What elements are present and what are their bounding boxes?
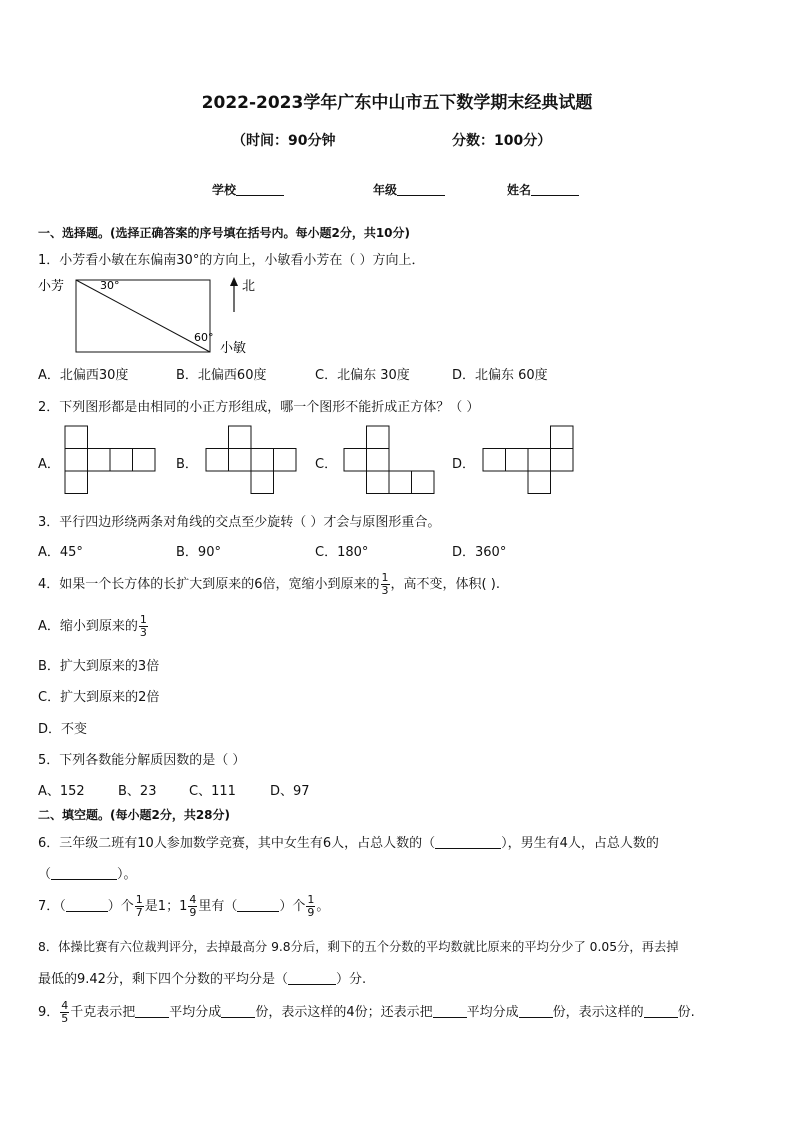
q3-option-b[interactable]: B．90° (176, 545, 221, 560)
q3-option-a[interactable]: A．45° (38, 545, 83, 560)
q2-option-a[interactable]: A． (38, 457, 60, 472)
q1-option-c[interactable]: C．北偏东 30度 (315, 368, 410, 383)
name-label: 姓名 (507, 183, 532, 197)
q6-blank-1[interactable] (435, 836, 501, 849)
q1-option-d[interactable]: D．北偏东 60度 (452, 368, 548, 383)
angle-30-label: 30° (100, 279, 120, 292)
q5-option-b[interactable]: B、23 (118, 784, 157, 799)
q7-fraction-4-9: $\frac{4}{9}$ (189, 893, 197, 919)
question-3: 3．平行四边形绕两条对角线的交点至少旋转（ ）才会与原图形重合。 (38, 515, 441, 530)
diagonal-line (76, 280, 210, 352)
xiaomin-label: 小敏 (220, 341, 247, 356)
q3-option-d[interactable]: D．360° (452, 545, 507, 560)
section-heading-fill: 二、填空题。(每小题2分，共28分) (38, 808, 231, 822)
question-9: 9． $\frac{4}{5}$ 千克表示把 平均分成 份，表示这样的4份；还表示把 平均分成 份，表示这样的 份. (38, 999, 695, 1025)
q9-blank-4[interactable] (519, 1005, 553, 1018)
exam-score: 分数：100分） (452, 133, 552, 149)
school-field (212, 181, 284, 198)
q5-option-d[interactable]: D、97 (270, 784, 310, 799)
q7-blank-1[interactable] (66, 899, 108, 912)
q4-fraction: $\frac{1}{3}$ (381, 571, 389, 597)
question-2: 2．下列图形都是由相同的小正方形组成，哪一个图形不能折成正方体？（ ） (38, 400, 480, 415)
north-arrow-icon (230, 277, 238, 286)
question-7: 7．（ ）个 $\frac{1}{7}$ 是1；1 $\frac{4}{9}$ 里有（ ）个 $\frac{1}{9}$ 。 (38, 893, 330, 919)
q2-option-d[interactable]: D． (452, 457, 476, 472)
name-blank[interactable] (531, 183, 579, 196)
question-4 (38, 570, 500, 600)
q4-option-a-fraction: $\frac{1}{3}$ (139, 613, 147, 639)
question-8: 8．体操比赛有六位裁判评分，去掉最高分 9.8分后，剩下的五个分数的平均数就比原来的平均分少了 0.05分，再去掉 (38, 940, 679, 954)
q5-option-a[interactable]: A、152 (38, 784, 85, 799)
question-8-line2: 最低的9.42分，剩下四个分数的平均分是（ ）分. (38, 972, 367, 987)
name-field (507, 181, 579, 198)
q1-direction-figure (36, 272, 266, 362)
grade-blank[interactable] (397, 183, 445, 196)
q4-option-d[interactable]: D．不变 (38, 722, 88, 737)
q7-blank-2[interactable] (237, 899, 279, 912)
q4-option-c[interactable]: C．扩大到原来的2倍 (38, 690, 160, 705)
school-label: 学校 (212, 183, 237, 197)
school-blank[interactable] (236, 183, 284, 196)
grade-label: 年级 (373, 183, 398, 197)
q3-option-c[interactable]: C．180° (315, 545, 369, 560)
question-6: 6．三年级二班有10人参加数学竞赛，其中女生有6人，占总人数的（ ），男生有4人，占总人数的 (38, 836, 659, 851)
q5-option-c[interactable]: C、111 (189, 784, 236, 799)
q2-option-c[interactable]: C． (315, 457, 338, 472)
q2-net-a (64, 425, 158, 497)
exam-time: （时间：90分钟 (232, 133, 336, 149)
angle-60-label: 60° (194, 331, 214, 344)
north-label: 北 (242, 279, 256, 294)
q7-fraction-1-9: $\frac{1}{9}$ (307, 893, 315, 919)
q9-blank-2[interactable] (221, 1005, 255, 1018)
xiaofang-label: 小芳 (38, 279, 65, 294)
grade-field (373, 181, 445, 198)
q8-blank[interactable] (288, 972, 336, 985)
q9-blank-5[interactable] (644, 1005, 678, 1018)
question-5: 5．下列各数能分解质因数的是（ ） (38, 753, 246, 768)
q2-net-b (205, 425, 299, 497)
q9-fraction-4-5: $\frac{4}{5}$ (61, 999, 69, 1025)
q4-option-a[interactable]: A．缩小到原来的 $\frac{1}{3}$ (38, 613, 147, 639)
q9-blank-3[interactable] (433, 1005, 467, 1018)
q4-option-b[interactable]: B．扩大到原来的3倍 (38, 659, 160, 674)
q7-fraction-1-7: $\frac{1}{7}$ (135, 893, 143, 919)
page-title: 2022-2023学年广东中山市五下数学期末经典试题 (201, 93, 593, 113)
q9-blank-1[interactable] (135, 1005, 169, 1018)
q4-text-b: ，高不变，体积( ). (390, 577, 500, 592)
question-6-line2: （ ）。 (38, 867, 137, 882)
question-1: 1．小芳看小敏在东偏南30°的方向上，小敏看小芳在（ ）方向上． (38, 253, 425, 268)
q4-text-a: 4．如果一个长方体的长扩大到原来的6倍，宽缩小到原来的 (38, 577, 380, 592)
q2-net-c (343, 425, 437, 497)
section-heading-choice: 一、选择题。(选择正确答案的序号填在括号内。每小题2分，共10分) (38, 226, 411, 240)
q1-option-a[interactable]: A．北偏西30度 (38, 368, 129, 383)
q1-option-b[interactable]: B．北偏西60度 (176, 368, 267, 383)
q2-net-d (482, 425, 576, 497)
q6-blank-2[interactable] (51, 867, 117, 880)
q2-option-b[interactable]: B． (176, 457, 198, 472)
